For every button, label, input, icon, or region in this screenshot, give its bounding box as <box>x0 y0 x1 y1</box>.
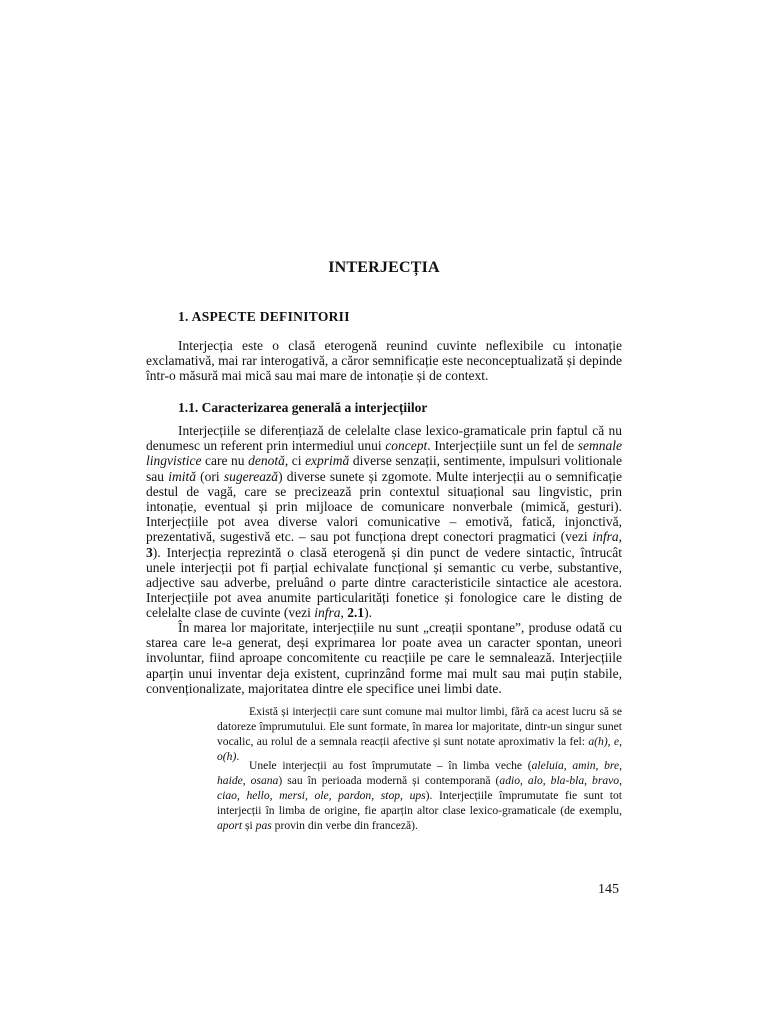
text-run: Interjecțiile se diferențiază de celelalte clase lexico-gramaticale prin faptul că nu denumesc un referent prin intermediul unui <box>146 423 622 454</box>
text-run: Unele interjecții au fost împrumutate – în limba veche ( <box>249 759 532 772</box>
italic-reference: infra <box>592 529 619 545</box>
subsection-heading: 1.1. Caracterizarea generală a interjecțiilor <box>178 400 428 415</box>
bold-reference: 2.1 <box>347 605 365 621</box>
paragraph-definition <box>146 338 622 384</box>
italic-examples: pas <box>255 819 272 832</box>
note-common-interjections <box>217 704 622 764</box>
paragraph-inventory <box>146 620 622 696</box>
text-run: și <box>242 819 256 832</box>
text-run: ). <box>364 605 373 621</box>
text-run: În marea lor majoritate, interjecțiile nu sunt „creații spontane”, produse odată cu starea care le-a generat, deși exprimarea lor poate avea un caracter spontan, uneori involuntar, fiind aproape concomitente cu reacțiile pe care le semnalează. Interjecțiile aparțin unui inventar deja existent, cuprinzând forme mai mult sau mai puțin stabile, convenționalizate, majoritatea dintre ele specifice unei limbi date. <box>146 620 622 696</box>
section-heading: 1. ASPECTE DEFINITORII <box>178 309 350 324</box>
italic-term: concept <box>385 438 428 454</box>
text-run: ). Interjecțiile împrumutate fie sunt tot interjecții în limba de origine, fie aparțin altor clase lexico-gramaticale (de exemplu, <box>217 789 622 817</box>
chapter-title: INTERJECȚIA <box>328 259 440 276</box>
italic-term: semnale lingvistice <box>146 438 622 469</box>
italic-term: imită <box>168 468 196 484</box>
text-run: Există și interjecții care sunt comune mai multor limbi, fără ca acest lucru să se datoreze împrumutului. Ele sunt formate, în marea lor majoritate, dintr-un singur sunet vocalic, au rolul de a semnala reacții afective și sunt notate aproximativ la fel: <box>217 705 622 748</box>
italic-examples: adio, alo, bla-bla, bravo, ciao, hello, mersi, ole, pardon, stop, ups <box>217 774 622 802</box>
text-run: provin din verbe din franceză). <box>271 819 418 832</box>
text-run: ) sau în perioada modernă și contemporană ( <box>278 774 500 787</box>
italic-term: denotă <box>248 453 285 469</box>
text-run: ) diverse sunete și zgomote. Multe interjecții au o semnificație destul de vagă, care se precizează prin contextul situațional sau lingvistic, prin intonație, eventual și prin mijloace de comunicare nonverbale (mimică, gesturi). Interjecțiile pot avea diverse valori comunicative – emotivă, fatică, injonctivă, prezentativă, sugestivă etc. – sau pot funcționa drept conectori pragmatici (vezi <box>146 468 622 545</box>
paragraph-characterization <box>146 423 622 621</box>
text-run: , <box>618 529 622 545</box>
text-run: care nu <box>201 453 249 469</box>
italic-examples: aleluia, amin, bre, haide, osana <box>217 759 622 787</box>
page-number: 145 <box>598 882 619 897</box>
note-borrowed-interjections <box>217 758 622 833</box>
text-run: . <box>236 750 240 763</box>
italic-reference: infra <box>314 605 341 621</box>
italic-examples: a(h), e, o(h) <box>217 735 622 763</box>
text-run: diverse senzații, sentimente, impulsuri volitionale sau <box>146 453 622 484</box>
text-run: Interjecția este o clasă eterogenă reunind cuvinte neflexibile cu intonație exclamativă, mai rar interogativă, a căror semnificație este neconceptualizată și depinde într-o măsură mai mică sau mai mare de intonație și de context. <box>146 338 622 384</box>
bold-reference: 3 <box>146 544 153 560</box>
text-run: ). Interjecția reprezintă o clasă eterogenă și din punct de vedere sintactic, întrucât unele interjecții pot fi parțial echivalate funcțional și semantic cu verbe, substantive, adjective sau adverbe, preluând o parte dintre caracteristicile sintactice ale acestora. Interjecțiile pot avea anumite particularități fonetice și fonologice care le disting de celelalte clase de cuvinte (vezi <box>146 544 622 621</box>
text-run: , <box>340 605 348 621</box>
italic-term: sugerează <box>223 468 279 484</box>
text-run: . Interjecțiile sunt un fel de <box>427 438 578 454</box>
text-run: , ci <box>284 453 306 469</box>
italic-examples: aport <box>217 819 243 832</box>
italic-term: exprimă <box>305 453 350 469</box>
text-run: (ori <box>195 468 224 484</box>
